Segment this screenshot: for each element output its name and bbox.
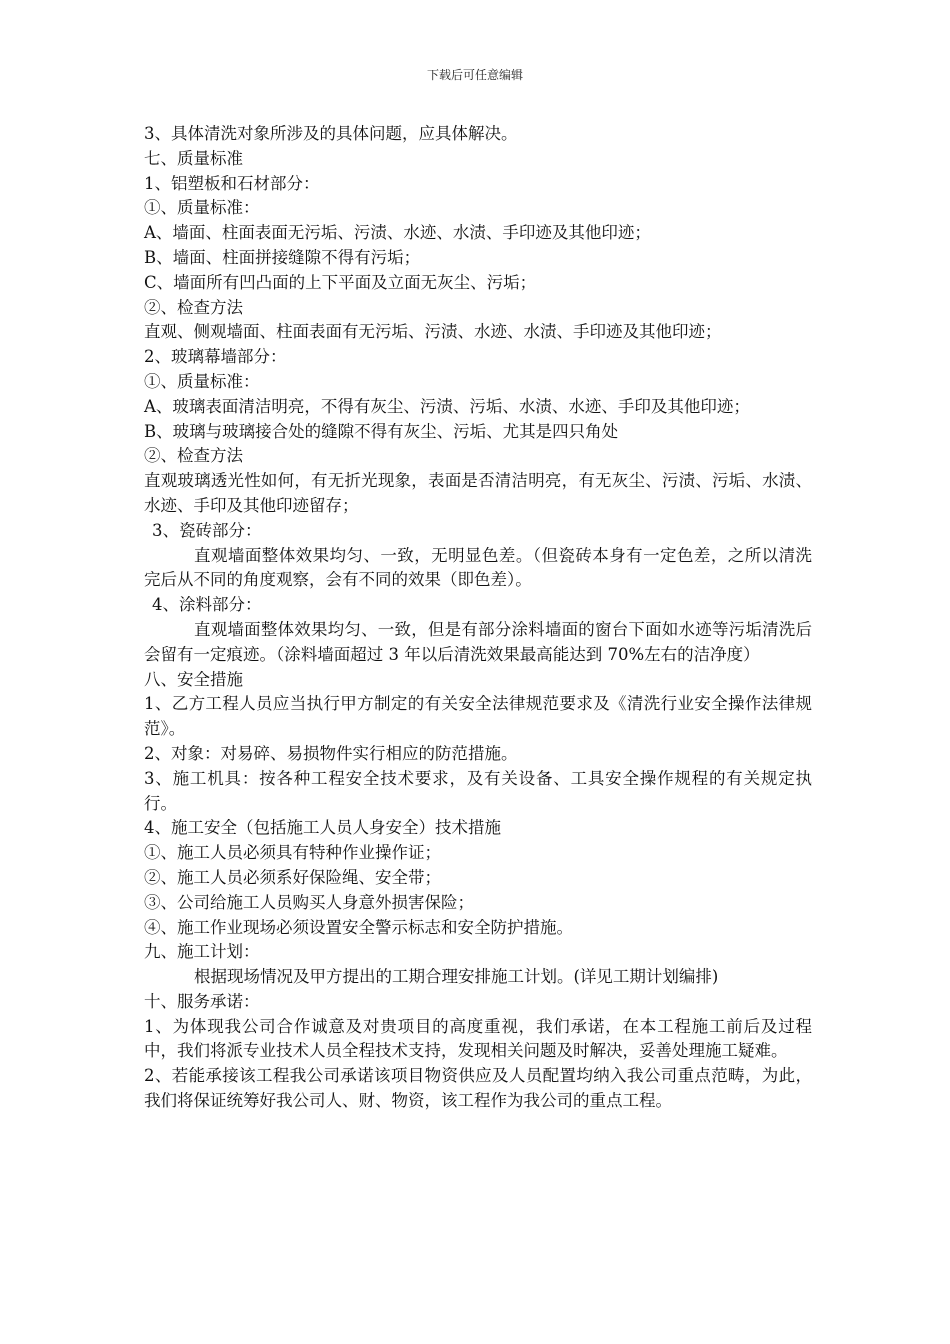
paragraph: 直观、侧观墙面、柱面表面有无污垢、污渍、水迹、水渍、手印迹及其他印迹； bbox=[144, 322, 722, 342]
paragraph: 1、为体现我公司合作诚意及对贵项目的高度重视，我们承诺，在本工程施工前后及过程中，我们将派专业技术人员全程技术支持，发现相关问题及时解决，妥善处理施工疑难。 bbox=[144, 1016, 812, 1061]
page-header: 下载后可任意编辑 bbox=[426, 68, 523, 82]
paragraph: ④、施工作业现场必须设置安全警示标志和安全防护措施。 bbox=[144, 917, 573, 937]
paragraph: 直观墙面整体效果均匀、一致，无明显色差。（但瓷砖本身有一定色差，之所以清洗完后从不同的角度观察，会有不同的效果（即色差）。 bbox=[144, 545, 812, 590]
paragraph: A、玻璃表面清洁明亮，不得有灰尘、污渍、污垢、水渍、水迹、手印及其他印迹； bbox=[144, 396, 750, 416]
item-heading: ①、质量标准： bbox=[144, 198, 260, 218]
paragraph: 1、乙方工程人员应当执行甲方制定的有关安全法律规范要求及《清洗行业安全操作法律规范》。 bbox=[144, 694, 812, 739]
paragraph: 3、具体清洗对象所涉及的具体问题，应具体解决。 bbox=[144, 124, 518, 143]
section-heading: 九、施工计划： bbox=[144, 942, 260, 962]
section-heading: 八、安全措施 bbox=[144, 669, 243, 689]
subsection-heading: 2、玻璃幕墙部分： bbox=[144, 347, 287, 367]
subsection-heading: 4、涂料部分： bbox=[152, 595, 262, 615]
paragraph: 3、施工机具：按各种工程安全技术要求，及有关设备、工具安全操作规程的有关规定执行。 bbox=[144, 768, 812, 813]
subsection-heading: 4、施工安全（包括施工人员人身安全）技术措施 bbox=[144, 818, 501, 838]
paragraph: 2、若能承接该工程我公司承诺该项目物资供应及人员配置均纳入我公司重点范畴，为此，我们将保证统筹好我公司人、财、物资，该工程作为我公司的重点工程。 bbox=[144, 1066, 812, 1111]
paragraph: B、玻璃与玻璃接合处的缝隙不得有灰尘、污垢、尤其是四只角处 bbox=[144, 421, 619, 441]
paragraph: ③、公司给施工人员购买人身意外损害保险； bbox=[144, 892, 474, 912]
paragraph: ①、施工人员必须具有特种作业操作证； bbox=[144, 843, 441, 863]
document-body bbox=[144, 122, 812, 1114]
paragraph: ②、施工人员必须系好保险绳、安全带； bbox=[144, 867, 441, 887]
paragraph: 直观玻璃透光性如何，有无折光现象，表面是否清洁明亮，有无灰尘、污渍、污垢、水渍、水迹、手印及其他印迹留存； bbox=[144, 471, 812, 515]
section-heading: 七、质量标准 bbox=[144, 148, 243, 168]
item-heading: ②、检查方法 bbox=[144, 297, 243, 317]
paragraph: 2、对象：对易碎、易损物件实行相应的防范措施。 bbox=[144, 743, 518, 763]
section-heading: 十、服务承诺： bbox=[144, 991, 260, 1011]
subsection-heading: 1、铝塑板和石材部分： bbox=[144, 173, 320, 193]
paragraph: 直观墙面整体效果均匀、一致，但是有部分涂料墙面的窗台下面如水迹等污垢清洗后会留有一定痕迹。（涂料墙面超过 3 年以后清洗效果最高能达到 70%左右的洁净度） bbox=[144, 619, 812, 664]
item-heading: ①、质量标准： bbox=[144, 371, 260, 391]
paragraph: B、墙面、柱面拼接缝隙不得有污垢； bbox=[144, 247, 421, 267]
subsection-heading: 3、瓷砖部分： bbox=[152, 520, 262, 540]
paragraph: A、墙面、柱面表面无污垢、污渍、水迹、水渍、手印迹及其他印迹； bbox=[144, 223, 651, 243]
paragraph: 根据现场情况及甲方提出的工期合理安排施工计划。(详见工期计划编排) bbox=[194, 967, 719, 987]
paragraph: C、墙面所有凹凸面的上下平面及立面无灰尘、污垢； bbox=[144, 272, 537, 292]
item-heading: ②、检查方法 bbox=[144, 446, 243, 466]
